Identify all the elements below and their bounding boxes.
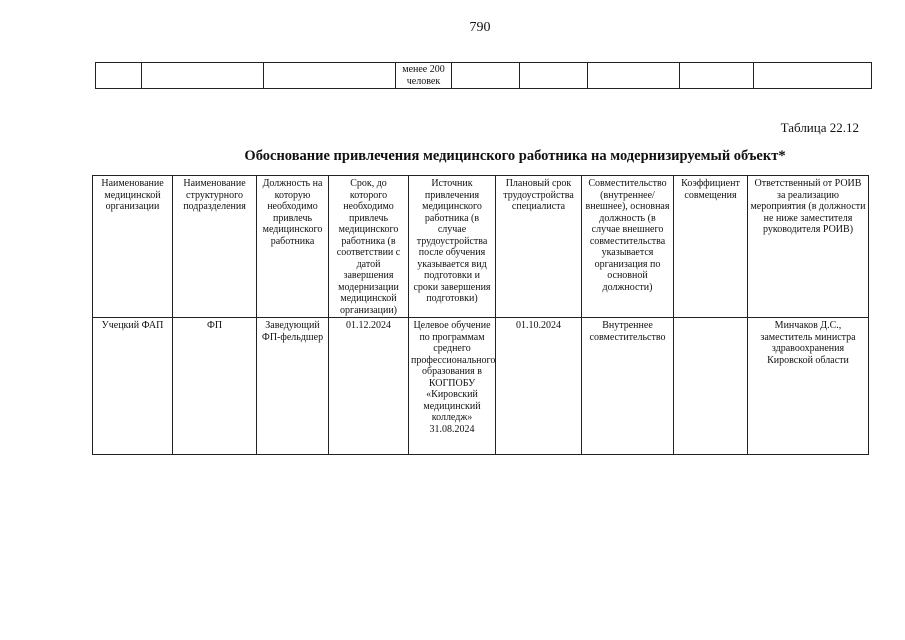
- table-cell: 01.12.2024: [329, 318, 409, 455]
- fragment-cell: [680, 63, 754, 89]
- column-header: Источник привлечения медицинского работника (в случае трудоустройства после обучения указывается вид подготовки и сроки завершения подготовки): [409, 176, 496, 318]
- previous-table-fragment: [95, 62, 872, 89]
- fragment-cell: [520, 63, 588, 89]
- table-row: [93, 318, 869, 455]
- table-cell: 01.10.2024: [496, 318, 582, 455]
- fragment-cell-employee-count: менее 200 человек: [396, 63, 452, 89]
- column-header: Плановый срок трудоустройства специалиста: [496, 176, 582, 318]
- fragment-cell: [96, 63, 142, 89]
- fragment-cell: [452, 63, 520, 89]
- column-header: Наименование медицинской организации: [93, 176, 173, 318]
- table-cell: Целевое обучение по программам среднего профессионального образования в КОГПОБУ «Кировский медицинский колледж» 31.08.2024: [409, 318, 496, 455]
- column-header: Срок, до которого необходимо привлечь медицинского работника (в соответствии с датой завершения модернизации медицинской организации): [329, 176, 409, 318]
- fragment-cell: [754, 63, 872, 89]
- page-number: 790: [469, 20, 491, 35]
- column-header: Совместительство (внутреннее/внешнее), основная должность (в случае внешнего совместительства указывается организация по основной должности): [582, 176, 674, 318]
- table-cell: Внутреннее совместительство: [582, 318, 674, 455]
- table-cell: Заведующий ФП-фельдшер: [257, 318, 329, 455]
- fragment-cell: [264, 63, 396, 89]
- staffing-table: [92, 175, 869, 455]
- column-header: Должность на которую необходимо привлечь медицинского работника: [257, 176, 329, 318]
- fragment-cell: [588, 63, 680, 89]
- table-header-row: [93, 176, 869, 318]
- table-row: [96, 63, 872, 89]
- table-cell: ФП: [173, 318, 257, 455]
- column-header: Коэффициент совмещения: [674, 176, 748, 318]
- column-header: Наименование структурного подразделения: [173, 176, 257, 318]
- fragment-cell: [142, 63, 264, 89]
- column-header: Ответственный от РОИВ за реализацию мероприятия (в должности не ниже заместителя руководителя РОИВ): [748, 176, 869, 318]
- table-caption: Таблица 22.12: [780, 120, 859, 135]
- table-cell: Учецкий ФАП: [93, 318, 173, 455]
- table-title: Обоснование привлечения медицинского работника на модернизируемый объект*: [244, 148, 786, 164]
- table-cell: [674, 318, 748, 455]
- table-cell: Минчаков Д.С., заместитель министра здравоохранения Кировской области: [748, 318, 869, 455]
